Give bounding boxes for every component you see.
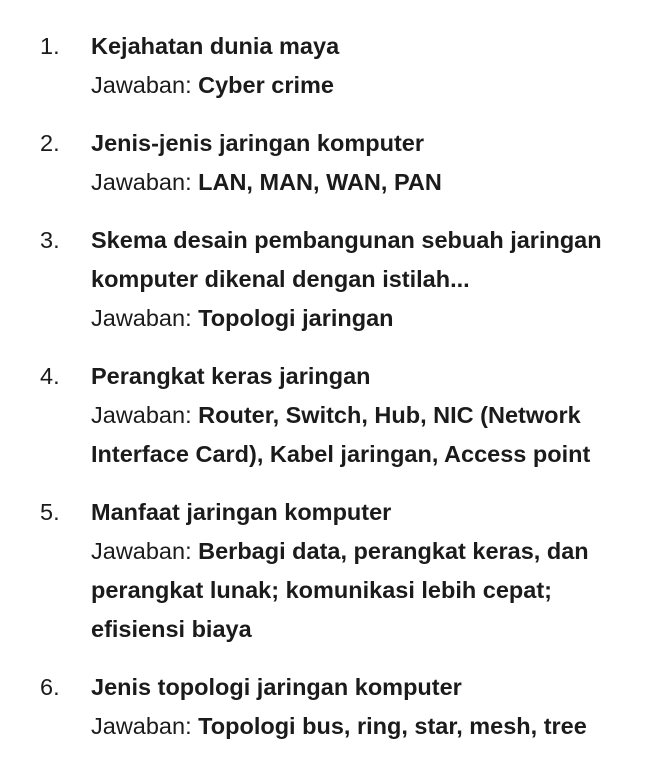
item-question: Perangkat keras jaringan [91, 363, 371, 389]
item-number: 4. [40, 363, 60, 389]
item-number: 6. [40, 674, 60, 700]
item-answer [91, 707, 651, 746]
answer-label: Jawaban: [91, 169, 199, 195]
item-body [91, 124, 651, 202]
item-question: Jenis-jenis jaringan komputer [91, 130, 425, 156]
item-body [91, 493, 651, 649]
item-number: 1. [40, 33, 60, 59]
answer-label: Jawaban: [91, 72, 199, 98]
item-question: Manfaat jaringan komputer [91, 499, 392, 525]
answer-label: Jawaban: [91, 713, 199, 739]
item-body [91, 357, 651, 474]
item-number: 5. [40, 499, 60, 525]
answer-text: LAN, MAN, WAN, PAN [198, 169, 442, 195]
item-body [91, 668, 651, 746]
item-answer [91, 532, 651, 649]
item-answer [91, 66, 651, 105]
item-question: Jenis topologi jaringan komputer [91, 674, 462, 700]
answer-text: Topologi bus, ring, star, mesh, tree [198, 713, 587, 739]
item-body [91, 221, 651, 338]
item-answer [91, 299, 651, 338]
item-number: 3. [40, 227, 60, 253]
answer-label: Jawaban: [91, 538, 199, 564]
item-body [91, 27, 651, 105]
answer-label: Jawaban: [91, 305, 199, 331]
answer-text: Router, Switch, Hub, NIC (Network Interface Card), Kabel jaringan, Access point [91, 402, 591, 467]
item-answer [91, 396, 651, 474]
item-number: 2. [40, 130, 60, 156]
answer-text: Cyber crime [198, 72, 334, 98]
item-question: Skema desain pembangunan sebuah jaringan komputer dikenal dengan istilah... [91, 227, 602, 292]
item-question: Kejahatan dunia maya [91, 33, 340, 59]
answer-text: Topologi jaringan [198, 305, 394, 331]
answer-label: Jawaban: [91, 402, 199, 428]
item-answer [91, 163, 651, 202]
answer-text: Berbagi data, perangkat keras, dan perangkat lunak; komunikasi lebih cepat; efisiensi biaya [91, 538, 589, 642]
